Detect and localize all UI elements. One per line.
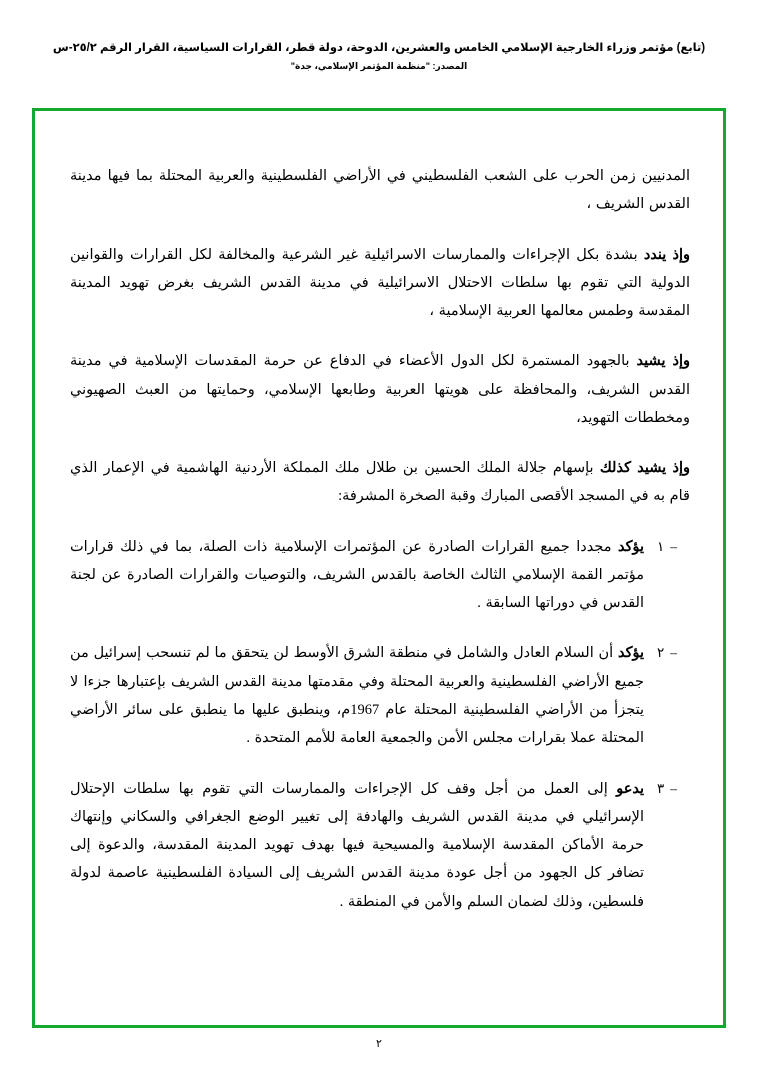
list-item-dash: – xyxy=(670,538,677,554)
list-item-number: ١ xyxy=(656,538,665,554)
list-item-text: إلى العمل من أجل وقف كل الإجراءات والممارسات التي تقوم بها سلطات الإحتلال الإسرائيلي في مدينة القدس الشريف والهادفة إلى تغيير الوضع الجغرافي والسكاني وإنتهاك حرمة الأماكن المقدسة الإسلامية والمسيحية فيها بهدف تهويد المدينة المقدسة، والدعوة إلى تضافر كل الجهود من أجل عودة مدينة القدس الشريف إلى السيادة الفلسطينية عاصمة لدولة فلسطين، وذلك لضمان السلم والأمن في المنطقة . xyxy=(70,780,644,910)
list-item xyxy=(70,775,690,916)
header-source-line: المصدر: "منظمة المؤتمر الإسلامي، جدة" xyxy=(290,61,468,72)
list-item-body xyxy=(70,639,644,752)
list-item-marker xyxy=(644,639,690,666)
paragraph-lead: وإذ يشيد xyxy=(636,353,690,370)
header-title-line: (تابع) مؤتمر وزراء الخارجية الإسلامي الخامس والعشرين، الدوحة، دولة قطر، القرارات السياسية، القرار الرقم ٢٥/٢-س xyxy=(52,42,706,54)
list-item-text: أن السلام العادل والشامل في منطقة الشرق الأوسط لن يتحقق ما لم تنسحب إسرائيل من جميع الأراضي الفلسطينية والعربية المحتلة وفي مقدمتها مدينة القدس الشريف بإعتبارها جزءا لا يتجزأ من الأراضي الفلسطينية المحتلة عام 1967م، وينطبق عليها ما ينطبق على سائر الأراضي المحتلة عملا بقرارات مجلس الأمن والجمعية العامة للأمم المتحدة . xyxy=(70,645,644,747)
list-item xyxy=(70,639,690,752)
list-item-text: مجددا جميع القرارات الصادرة عن المؤتمرات الإسلامية ذات الصلة، بما في ذلك قرارات مؤتمر القمة الإسلامي الثالث الخاصة بالقدس الشريف، والتوصيات والقرارات الصادرة عن لجنة القدس في دوراتها السابقة . xyxy=(70,538,644,612)
list-item-body xyxy=(70,533,644,618)
list-item-dash: – xyxy=(670,645,677,661)
list-item xyxy=(70,533,690,618)
list-item-marker xyxy=(644,533,690,560)
paragraph-condemn xyxy=(70,241,690,326)
paragraph-commend-efforts xyxy=(70,347,690,432)
paragraph-text: بإسهام جلالة الملك الحسين بن طلال ملك المملكة الأردنية الهاشمية في الإعمار الذي قام به في المسجد الأقصى المبارك وقبة الصخرة المشرفة: xyxy=(70,460,690,505)
list-item-lead: يؤكد xyxy=(617,538,644,555)
list-item-body xyxy=(70,775,644,916)
paragraph-text: بشدة بكل الإجراءات والممارسات الاسرائيلية غير الشرعية والمخالفة لكل القرارات والقوانين الدولية التي تقوم بها سلطات الاحتلال الاسرائيلية في مدينة القدس الشريف بغرض تهويد المدينة المقدسة وطمس معالمها العربية الإسلامية ، xyxy=(70,246,690,320)
paragraph-text: المدنيين زمن الحرب على الشعب الفلسطيني في الأراضي الفلسطينية والعربية المحتلة بما فيها مدينة القدس الشريف ، xyxy=(70,168,690,213)
list-item-marker xyxy=(644,775,690,802)
paragraph-commend-king xyxy=(70,454,690,511)
paragraph-text: بالجهود المستمرة لكل الدول الأعضاء في الدفاع عن حرمة المقدسات الإسلامية في مدينة القدس الشريف، والمحافظة على هويتها العربية وطابعها الإسلامي، وحمايتها من العبث الصهيوني ومخططات التهويد، xyxy=(70,353,690,426)
list-item-lead: يدعو xyxy=(616,780,644,797)
list-item-number: ٣ xyxy=(656,780,665,796)
page-number: ٢ xyxy=(376,1038,382,1050)
document-body xyxy=(70,162,690,938)
list-item-number: ٢ xyxy=(656,645,665,661)
paragraph-lead: وإذ يندد xyxy=(643,246,690,263)
paragraph-continuation xyxy=(70,162,690,219)
paragraph-lead: وإذ يشيد كذلك xyxy=(599,460,690,477)
list-item-dash: – xyxy=(670,780,677,796)
list-item-lead: يؤكد xyxy=(617,645,644,662)
document-header xyxy=(0,40,758,72)
